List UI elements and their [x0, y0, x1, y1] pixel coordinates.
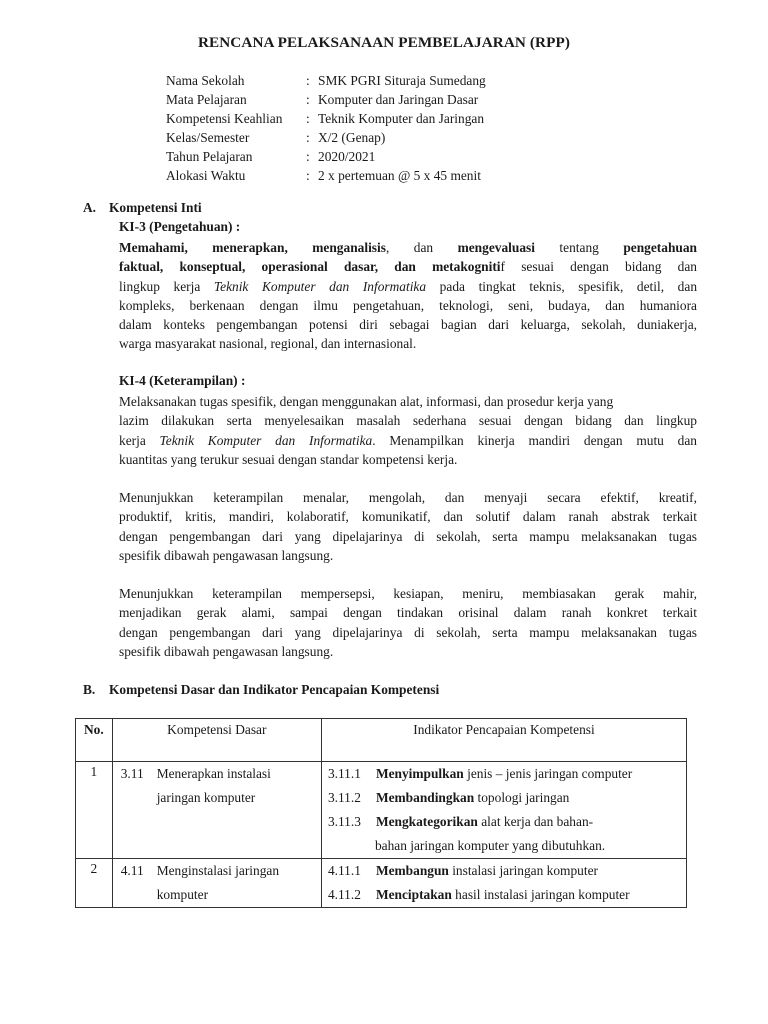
kd-code: 3.11: [120, 766, 144, 781]
identity-label: Nama Sekolah: [166, 73, 245, 88]
text-line: [119, 238, 697, 257]
identity-row: [166, 71, 486, 90]
indicator-code: 3.11.1: [327, 766, 361, 781]
table-row: [76, 762, 687, 859]
indicator-continuation: bahan jaringan komputer yang dibutuhkan.: [374, 838, 606, 853]
indicator-text: instalasi jaringan komputer: [448, 863, 598, 878]
bold-text: faktual, konseptual, operasional dasar, dan metakogniti: [119, 259, 501, 275]
text-line: spesifik dibawah pengawasan langsung.: [119, 643, 334, 659]
table-header-row: [76, 719, 687, 762]
text: pada tingkat teknis, spesifik, detil, dan: [426, 278, 698, 294]
identity-separator: :: [306, 130, 310, 145]
ki3-paragraph: [119, 238, 697, 354]
text-line: spesifik dibawah pengawasan langsung.: [119, 547, 334, 563]
text: , dan: [385, 240, 458, 255]
bold-text: mengevaluasi: [457, 240, 535, 255]
text-line: dalam konteks pengembangan potensi diri sebagai bagian dari keluarga, sekolah, duniakerja,: [119, 317, 697, 333]
indicator-verb: Membangun: [375, 863, 449, 878]
indicator-text: jenis – jenis jaringan computer: [463, 766, 633, 781]
identity-separator: :: [306, 149, 310, 164]
text-line: [119, 257, 697, 276]
indicator-item: [322, 810, 686, 834]
document-title: RENCANA PELAKSANAAN PEMBELAJARAN (RPP): [197, 34, 571, 51]
italic-text: Teknik Komputer dan Informatika: [213, 278, 427, 294]
indicator-item: [322, 859, 686, 883]
indicator-text: alat kerja dan bahan-: [477, 814, 594, 829]
indicator-verb: Membandingkan: [375, 790, 475, 805]
ki3-heading: KI-3 (Pengetahuan) :: [119, 219, 241, 234]
bold-text: Memahami, menerapkan, menganalisis: [119, 240, 386, 255]
row-no: 2: [76, 859, 113, 908]
identity-separator: :: [306, 111, 310, 126]
identity-row: [166, 147, 486, 166]
text-line: Menunjukkan keterampilan menalar, mengolah, dan menyaji secara efektif, kreatif,: [119, 490, 697, 505]
identity-row: [166, 90, 486, 109]
ki4-paragraph-2: [119, 488, 697, 565]
identity-separator: :: [306, 92, 310, 107]
text-line: [119, 431, 697, 450]
identity-value: 2020/2021: [318, 149, 376, 164]
row-kd: [112, 859, 321, 908]
bold-text: pengetahuan: [623, 240, 697, 255]
indicator-verb: Mengkategorikan: [375, 814, 478, 829]
text-line: produktif, kritis, mandiri, kolaboratif, komunikatif, dan solutif dalam ranah abstrak terkait: [119, 509, 697, 525]
identity-label: Tahun Pelajaran: [166, 149, 253, 164]
kd-line: komputer: [156, 887, 209, 902]
indicator-item: [322, 786, 686, 810]
identity-value: SMK PGRI Situraja Sumedang: [318, 73, 486, 88]
identity-row: [166, 166, 486, 185]
row-indicators: [321, 762, 686, 859]
section-a-marker: A.: [83, 200, 97, 215]
section-b-title: Kompetensi Dasar dan Indikator Pencapaian Kompetensi: [109, 682, 440, 697]
text: lingkup kerja: [119, 278, 214, 294]
text: . Menampilkan kinerja mandiri dengan mutu dan: [372, 432, 697, 448]
identity-label: Kompetensi Keahlian: [166, 111, 283, 126]
ki4-heading: KI-4 (Keterampilan) :: [119, 373, 246, 388]
text-line: kompleks, berkenaan dengan ilmu pengetahuan, teknologi, seni, budaya, dan humaniora: [119, 297, 697, 313]
section-a-title: Kompetensi Inti: [109, 200, 202, 215]
kd-line: [113, 859, 321, 883]
text-line: kuantitas yang terukur sesuai dengan standar kompetensi kerja.: [119, 451, 458, 467]
text-line: warga masyarakat nasional, regional, dan internasional.: [119, 336, 417, 352]
ki4-paragraph-3: [119, 584, 697, 661]
indicator-code: 3.11.3: [327, 814, 361, 829]
identity-value: Teknik Komputer dan Jaringan: [318, 111, 485, 126]
indicator-item: [322, 883, 686, 907]
indicator-item: [322, 762, 686, 786]
identity-label: Kelas/Semester: [166, 130, 250, 145]
identity-separator: :: [306, 73, 310, 88]
text-line: Melaksanakan tugas spesifik, dengan menggunakan alat, informasi, dan prosedur kerja yang: [119, 394, 614, 409]
indicator-text: topologi jaringan: [474, 790, 570, 805]
text: tentang: [534, 240, 624, 255]
header-ipk: Indikator Pencapaian Kompetensi: [321, 719, 686, 762]
indicator-text: hasil instalasi jaringan komputer: [451, 887, 630, 902]
section-b-marker: B.: [83, 682, 96, 697]
indicator-code: 4.11.2: [327, 887, 361, 902]
row-kd: [112, 762, 321, 859]
row-indicators: [321, 859, 686, 908]
competency-table: [75, 718, 687, 908]
identity-value: Komputer dan Jaringan Dasar: [318, 92, 479, 107]
text-line: [119, 277, 697, 296]
text: f sesuai dengan bidang dan: [500, 259, 697, 275]
identity-block: [166, 71, 486, 185]
ki4-paragraph-1: [119, 392, 697, 469]
identity-label: Alokasi Waktu: [166, 168, 246, 183]
text-line: Menunjukkan keterampilan mempersepsi, kesiapan, meniru, membiasakan gerak mahir,: [119, 586, 697, 601]
text: kerja: [119, 432, 160, 448]
text-line: lazim dilakukan serta menyelesaikan masalah sederhana sesuai dengan bidang dan lingkup: [119, 413, 697, 429]
indicator-verb: Menyimpulkan: [375, 766, 464, 781]
text-line: menjadikan gerak alami, sampai dengan tindakan orisinal dalam ranah konkret terkait: [119, 605, 697, 621]
table-row: [76, 859, 687, 908]
kd-text: Menginstalasi jaringan: [156, 863, 280, 878]
text-line: dengan pengembangan dari yang dipelajarinya di sekolah, serta mampu melaksanakan tugas: [119, 624, 697, 640]
identity-separator: :: [306, 168, 310, 183]
section-b-heading: [83, 682, 439, 698]
identity-row: [166, 109, 486, 128]
identity-label: Mata Pelajaran: [166, 92, 247, 107]
indicator-code: 4.11.1: [327, 863, 361, 878]
kd-line: [113, 762, 321, 786]
indicator-code: 3.11.2: [327, 790, 361, 805]
identity-value: 2 x pertemuan @ 5 x 45 menit: [318, 168, 481, 183]
identity-value: X/2 (Genap): [318, 130, 386, 145]
header-kd: Kompetensi Dasar: [112, 719, 321, 762]
kd-line: jaringan komputer: [156, 790, 256, 805]
identity-row: [166, 128, 486, 147]
header-no: No.: [76, 719, 113, 762]
indicator-verb: Menciptakan: [375, 887, 452, 902]
section-a-heading: [83, 200, 202, 216]
row-no: 1: [76, 762, 113, 859]
kd-text: Menerapkan instalasi: [156, 766, 271, 781]
italic-text: Teknik Komputer dan Informatika: [159, 432, 373, 448]
text-line: dengan pengembangan dari yang dipelajarinya di sekolah, serta mampu melaksanakan tugas: [119, 528, 697, 544]
kd-code: 4.11: [120, 863, 144, 878]
